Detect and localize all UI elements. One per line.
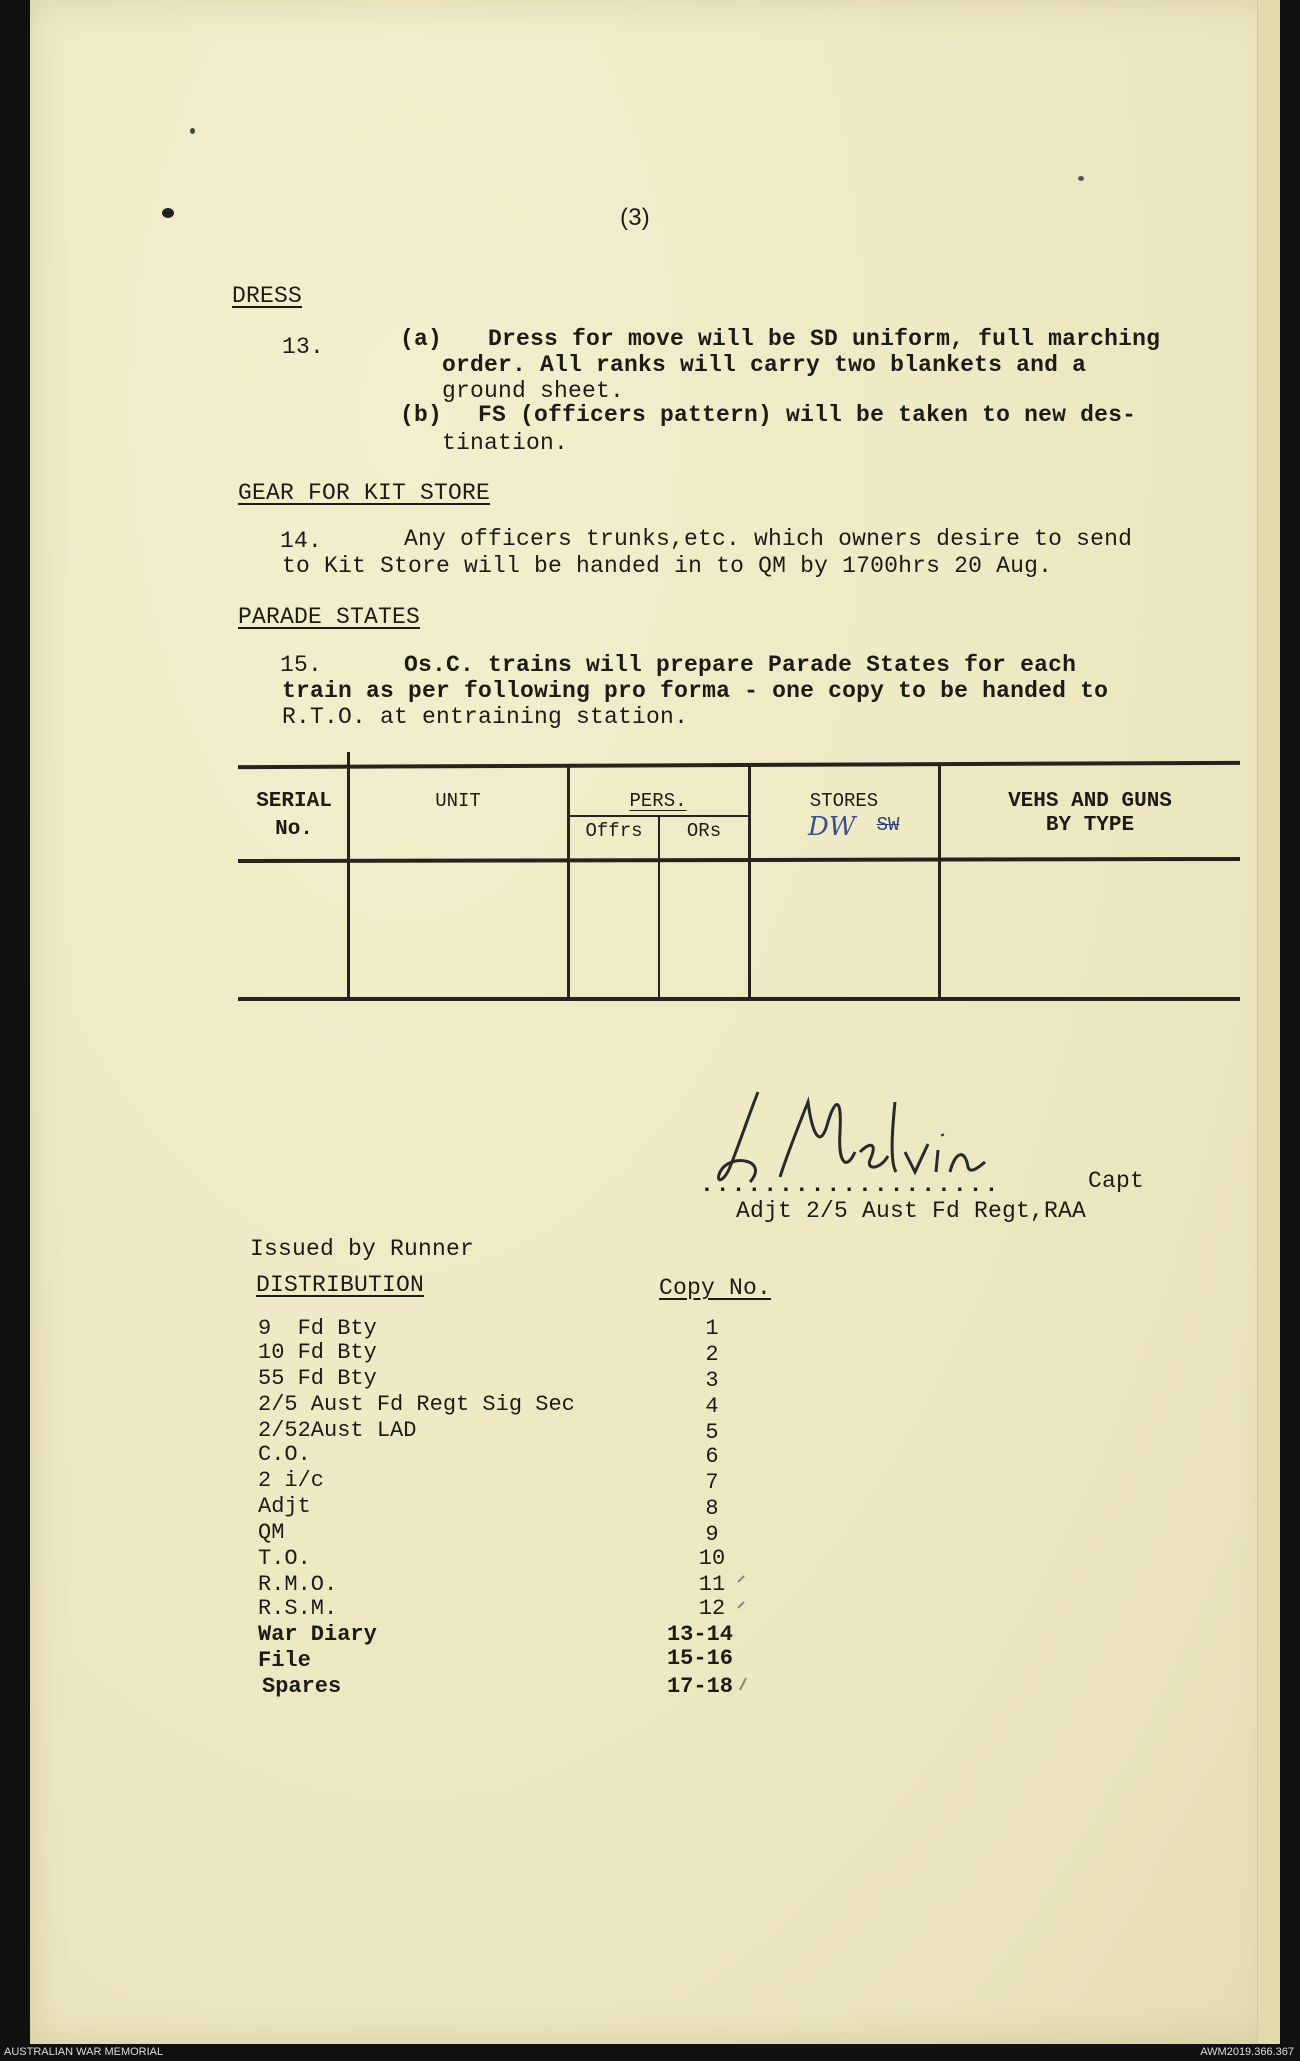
col-serial-line2: No.: [275, 818, 313, 841]
list-item: 9 Fd Bty: [258, 1316, 377, 1341]
list-item: 55 Fd Bty: [258, 1366, 377, 1391]
para-13a-label: (a): [400, 326, 443, 352]
para-15-line2: train as per following pro forma - one copy to be handed to: [282, 678, 1109, 704]
table-bottom-rule: [238, 997, 1240, 1001]
copy-number: 11: [698, 1572, 726, 1597]
footer-left: AUSTRALIAN WAR MEMORIAL: [4, 2046, 164, 2058]
signature-appointment: Adjt 2/5 Aust Fd Regt,RAA: [736, 1198, 1087, 1224]
table-header-rule: [238, 857, 1240, 863]
list-item: T.O.: [258, 1546, 311, 1571]
col-divider-3: [658, 815, 660, 999]
list-item: C.O.: [258, 1442, 311, 1467]
para-15-number: 15.: [280, 652, 323, 678]
heading-dress: DRESS: [232, 283, 303, 309]
copy-number: 10: [698, 1546, 726, 1571]
heading-gear: GEAR FOR KIT STORE: [238, 480, 491, 506]
copy-number: 12: [698, 1596, 726, 1621]
heading-parade: PARADE STATES: [238, 604, 421, 630]
para-13b-line2: tination.: [442, 430, 569, 456]
copy-number: 3: [705, 1368, 719, 1393]
distribution-heading: DISTRIBUTION: [256, 1272, 425, 1298]
copy-number: 8: [705, 1496, 719, 1521]
para-13a-line3: ground sheet.: [442, 378, 625, 404]
list-item: 10 Fd Bty: [258, 1340, 377, 1365]
ink-speck: [1078, 176, 1084, 181]
copy-number: 17-18: [666, 1674, 733, 1699]
col-divider-5: [938, 763, 941, 999]
footer-right: AWM2019.366.367: [1200, 2046, 1294, 2058]
list-item: R.S.M.: [258, 1596, 338, 1621]
list-item: Adjt: [258, 1494, 311, 1519]
list-item: 2 i/c: [258, 1468, 325, 1493]
ink-speck: [162, 208, 174, 218]
pencil-ticks: [730, 1570, 770, 1710]
col-vehs-line1: VEHS AND GUNS: [1008, 790, 1172, 813]
col-pers: PERS.: [629, 790, 687, 812]
list-item: War Diary: [258, 1622, 377, 1647]
copy-number: 13-14: [666, 1622, 733, 1647]
document-page: [30, 0, 1280, 2044]
col-serial-line1: SERIAL: [256, 790, 332, 813]
para-14-number: 14.: [280, 528, 323, 554]
copy-number: 1: [705, 1316, 719, 1341]
list-item: Spares: [262, 1674, 342, 1699]
col-divider-4: [748, 765, 751, 999]
copy-number: 2: [705, 1342, 719, 1367]
copy-number: 6: [705, 1444, 719, 1469]
copy-number: 7: [705, 1470, 719, 1495]
col-vehs-line2: BY TYPE: [1045, 814, 1135, 837]
col-stores-struck: SW: [876, 814, 900, 836]
para-15-line1: Os.C. trains will prepare Parade States for each: [404, 652, 1077, 678]
ink-speck: [190, 128, 195, 134]
col-unit: UNIT: [435, 790, 481, 812]
para-14-line1: Any officers trunks,etc. which owners desire to send: [404, 526, 1133, 552]
list-item: 2/52Aust LAD: [258, 1418, 417, 1443]
col-offrs: Offrs: [585, 820, 643, 842]
copy-number: 4: [705, 1394, 719, 1419]
para-14-line2: to Kit Store will be handed in to QM by 1700hrs 20 Aug.: [282, 553, 1053, 579]
signature-dots: ...................: [700, 1172, 1001, 1198]
signature-rank: Capt: [1088, 1168, 1145, 1194]
col-ors: ORs: [686, 820, 722, 842]
page-number: (3): [620, 204, 650, 231]
col-stores: STORES: [809, 790, 879, 812]
para-13a-line2: order. All ranks will carry two blankets and a: [442, 352, 1087, 378]
list-item: R.M.O.: [258, 1572, 338, 1597]
list-item: File: [258, 1648, 311, 1673]
para-15-line3: R.T.O. at entraining station.: [282, 704, 689, 730]
copy-number: 5: [705, 1420, 719, 1445]
para-13b-line1: FS (officers pattern) will be taken to new des-: [478, 402, 1137, 428]
copy-no-heading: Copy No.: [659, 1275, 772, 1301]
page-edge: [1257, 0, 1280, 2044]
copy-number: 15-16: [666, 1646, 733, 1671]
para-13b-label: (b): [400, 402, 443, 428]
para-13a-line1: Dress for move will be SD uniform, full marching: [488, 326, 1161, 352]
col-stores-handwritten: DW: [808, 812, 856, 842]
list-item: QM: [258, 1520, 285, 1545]
issued-by: Issued by Runner: [250, 1236, 475, 1262]
para-13-number: 13.: [282, 334, 325, 360]
list-item: 2/5 Aust Fd Regt Sig Sec: [258, 1392, 575, 1417]
table-top-rule: [238, 761, 1240, 769]
copy-number: 9: [705, 1522, 719, 1547]
